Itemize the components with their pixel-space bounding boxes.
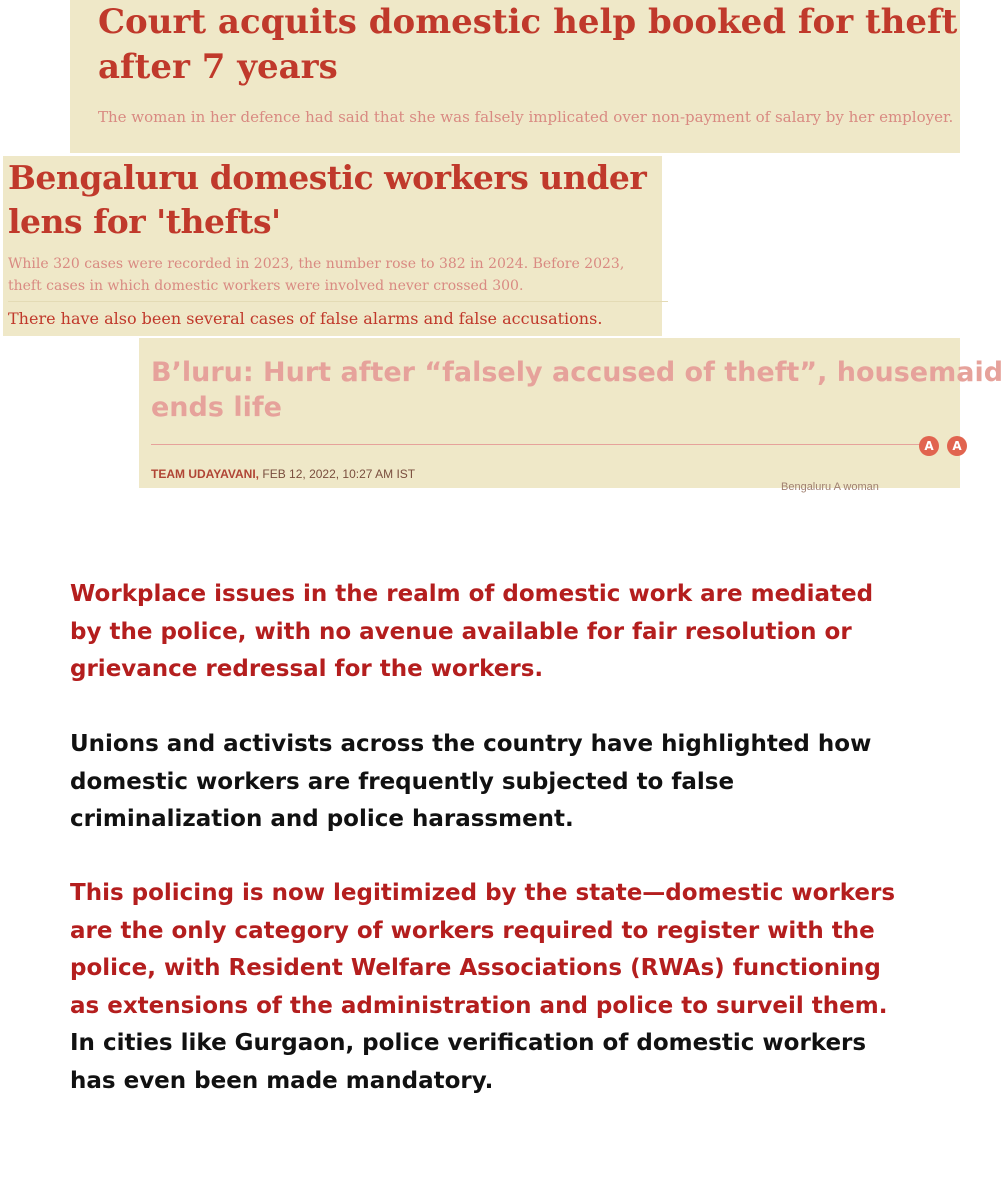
news-clip-housemaid <box>139 338 1003 493</box>
font-size-icon: A <box>947 436 967 456</box>
clip-divider <box>8 301 668 302</box>
font-size-icon: A <box>919 436 939 456</box>
clip-note: There have also been several cases of false alarms and false accusations. <box>8 309 603 328</box>
clip-headline-line1: B’luru: Hurt after “falsely accused of theft”, housemaid <box>151 357 1003 388</box>
clip-tags: Bengaluru A woman <box>781 481 879 493</box>
byline-date: FEB 12, 2022, 10:27 AM IST <box>262 467 416 481</box>
body-paragraph-2: Unions and activists across the country have highlighted how domestic workers are frequently subjected to false criminalization and police harassment. <box>70 731 872 832</box>
clip-rule <box>151 444 921 445</box>
clip-headline: Bengaluru domestic workers under lens for 'thefts' <box>8 158 647 241</box>
news-clip-court-acquits <box>70 0 960 153</box>
clip-headline-line2: ends life <box>151 392 282 423</box>
clip-headline: Court acquits domestic help booked for theft after 7 years <box>98 2 958 87</box>
body-paragraph-3 <box>70 875 900 1100</box>
body-paragraph-3-rest: In cities like Gurgaon, police verification of domestic workers has even been made mandatory. <box>70 1030 867 1094</box>
clip-headline <box>151 338 1003 425</box>
clip-subtext: While 320 cases were recorded in 2023, the number rose to 382 in 2024. Before 2023, theft cases in which domestic workers were involved never crossed 300. <box>8 256 625 294</box>
clip-subtext: The woman in her defence had said that she was falsely implicated over non-payment of salary by her employer. <box>98 108 954 126</box>
clip-byline <box>151 467 415 481</box>
body-paragraph-3-highlight: This policing is now legitimized by the state—domestic workers are the only category of workers required to register with the police, with Resident Welfare Associations (RWAs) functioning as extensions of the administration and police to surveil them. <box>70 880 896 1019</box>
news-clip-bengaluru-thefts <box>3 156 662 336</box>
byline-author: TEAM UDAYAVANI, <box>151 467 260 481</box>
body-paragraph-1: Workplace issues in the realm of domestic work are mediated by the police, with no avenue available for fair resolution or grievance redressal for the workers. <box>70 581 874 682</box>
